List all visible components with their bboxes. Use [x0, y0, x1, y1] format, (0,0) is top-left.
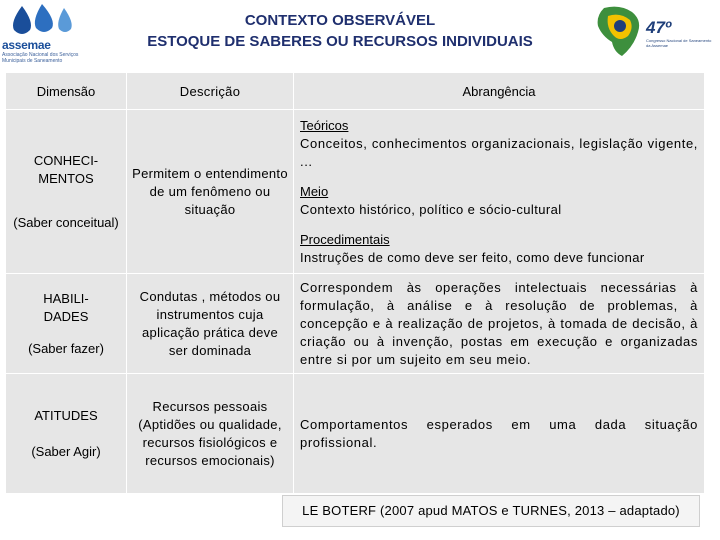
- competence-table: [5, 72, 705, 494]
- dimension-sublabel: (Saber fazer): [28, 340, 104, 356]
- table-row-habilidades: [6, 274, 705, 374]
- water-drop-icon: [2, 2, 98, 38]
- header-dimensao: Dimensão: [6, 73, 127, 110]
- title-line-1: CONTEXTO OBSERVÁVEL: [244, 12, 436, 29]
- procedimentais-text: Instruções de como deve ser feito, como deve funcionar: [300, 249, 645, 265]
- procedimentais-title: Procedimentais: [300, 231, 390, 247]
- scope-cell: Comportamentos esperados em uma dada situação profissional.: [294, 374, 705, 494]
- congress-number: 47º: [646, 18, 672, 37]
- teoricos-title: Teóricos: [300, 117, 349, 133]
- dimension-cell: [6, 110, 127, 274]
- congress-tagline: Congresso Nacional de Saneamento da Assemae: [646, 38, 712, 48]
- assemae-logo: [2, 2, 98, 64]
- dimension-cell: [6, 274, 127, 374]
- scope-teoricos: [300, 117, 698, 171]
- header-abrangencia: Abrangência: [294, 73, 705, 110]
- table-row-conhecimentos: [6, 110, 705, 274]
- dimension-sublabel: (Saber conceitual): [13, 214, 119, 230]
- dimension-label: CONHECI- MENTOS: [33, 152, 99, 186]
- scope-procedimentais: [300, 231, 698, 267]
- meio-text: Contexto histórico, político e sócio-cultural: [300, 201, 562, 217]
- teoricos-text: Conceitos, conhecimentos organizacionais, legislação vigente, ...: [300, 135, 698, 169]
- table-header-row: [6, 73, 705, 110]
- dimension-label: HABILI- DADES: [43, 290, 89, 324]
- description-cell: Condutas , métodos ou instrumentos cuja aplicação prática deve ser dominada: [127, 274, 294, 374]
- title-line-2: ESTOQUE DE SABERES OU RECURSOS INDIVIDUAIS: [147, 33, 533, 50]
- logo-left-name: assemae: [2, 38, 51, 52]
- brazil-map-icon: [590, 2, 646, 60]
- dimension-cell: [6, 374, 127, 494]
- dimension-sublabel: (Saber Agir): [31, 443, 101, 459]
- description-cell: Permitem o entendimento de um fenômeno ou situação: [127, 110, 294, 274]
- table-row-atitudes: [6, 374, 705, 494]
- scope-cell: [294, 110, 705, 274]
- dimension-label: ATITUDES: [34, 407, 98, 423]
- scope-cell: Correspondem às operações intelectuais necessárias à formulação, à análise e à resolução de problemas, à concepção e à realização de projetos, à tomada de decisão, à criação ou à invenção, postas em execução e organizadas entre si por um sujeito em seu meio.: [294, 274, 705, 374]
- scope-meio: [300, 183, 698, 219]
- page-title: [100, 10, 580, 52]
- header-descricao: Descrição: [127, 73, 294, 110]
- congress-logo: [590, 0, 718, 62]
- meio-title: Meio: [300, 183, 329, 199]
- description-cell: Recursos pessoais (Aptidões ou qualidade, recursos fisiológicos e recursos emocionais): [127, 374, 294, 494]
- logo-left-tagline: Associação Nacional dos Serviços Municipais de Saneamento: [2, 52, 79, 64]
- reference-citation: LE BOTERF (2007 apud MATOS e TURNES, 2013 – adaptado): [282, 495, 700, 527]
